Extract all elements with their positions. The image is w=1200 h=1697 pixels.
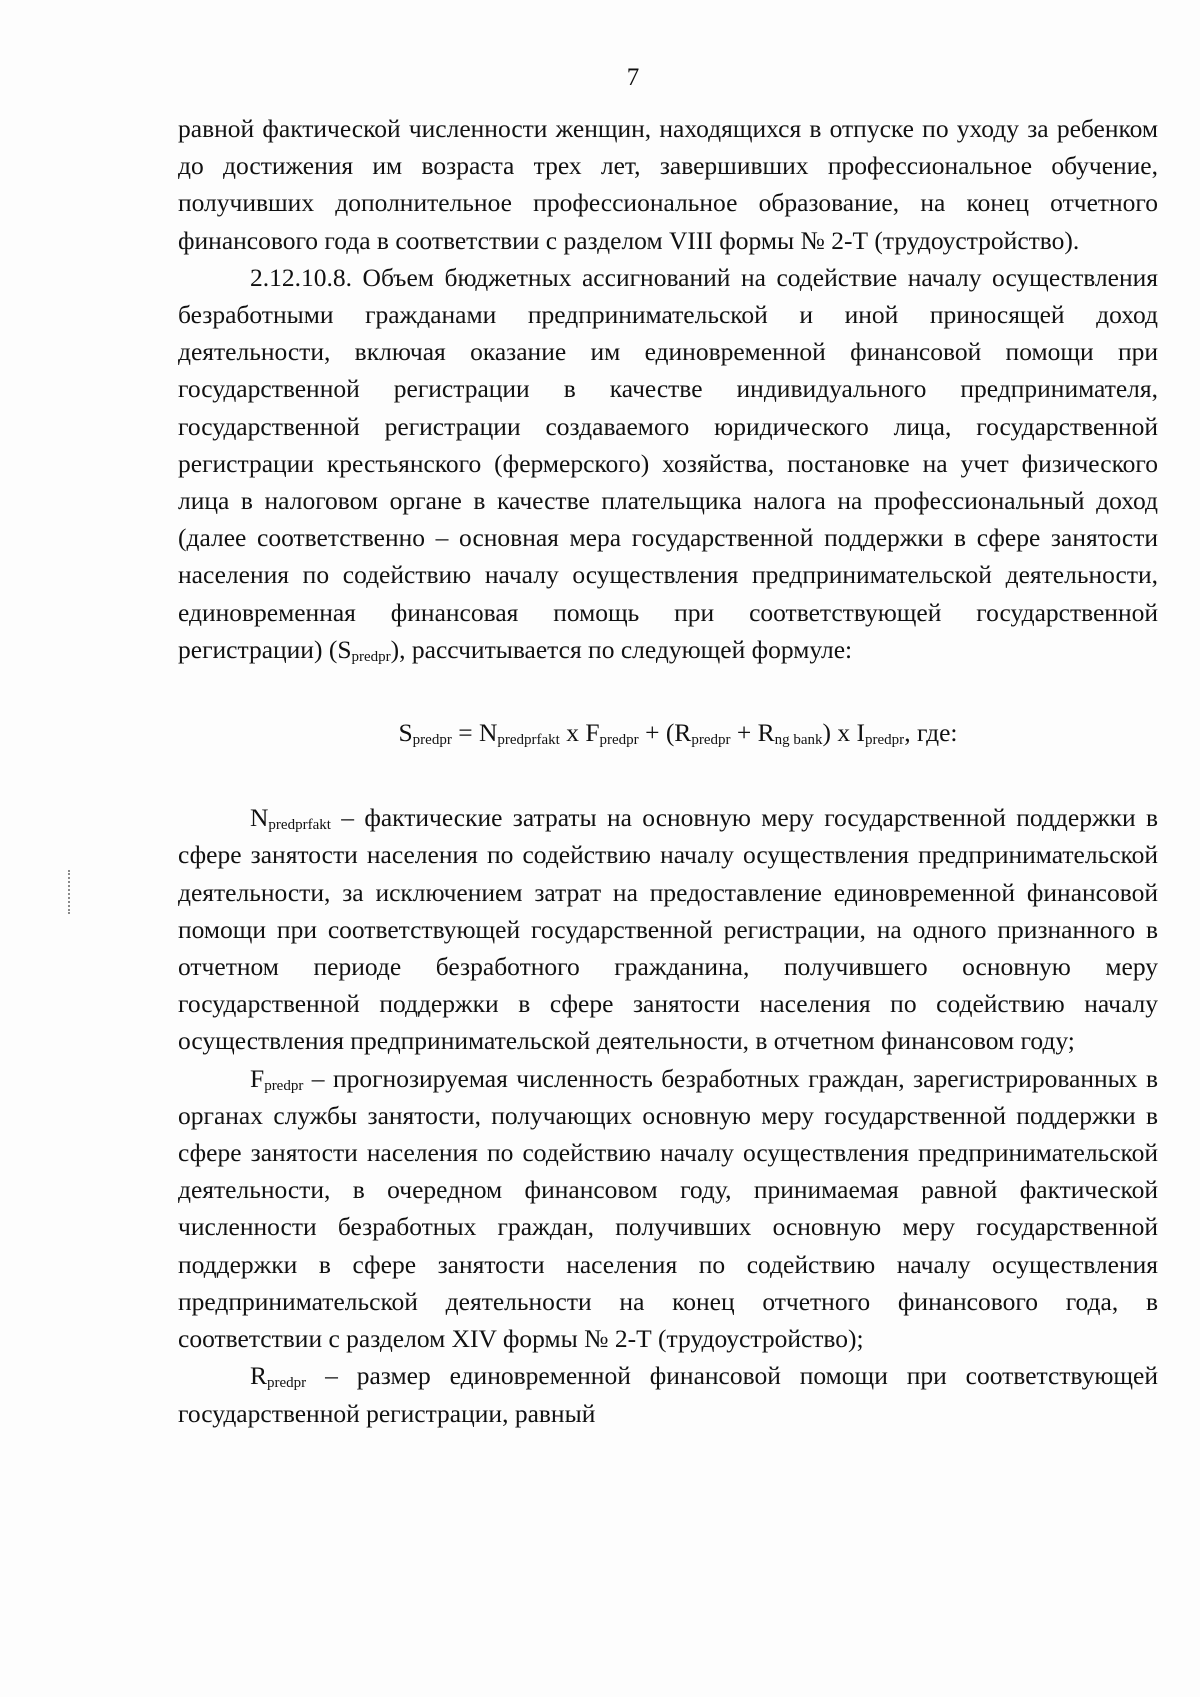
paragraph-2-12-10-8: [178, 259, 1158, 668]
formula-subscript: predpr: [691, 732, 731, 749]
formula-symbol: = N: [451, 718, 498, 748]
formula-subscript: ng bank: [774, 732, 823, 749]
formula-subscript: predprfakt: [497, 732, 560, 749]
variable-name: F: [250, 1063, 265, 1093]
variable-subscript: predprfakt: [268, 817, 331, 834]
subscript: predpr: [351, 648, 391, 665]
formula-symbol: ) x I: [822, 718, 866, 748]
paragraph-text-tail: ), рассчитывается по следующей формуле:: [390, 634, 853, 664]
definition-f-predpr: [178, 1060, 1158, 1358]
variable-subscript: predpr: [267, 1375, 307, 1392]
formula-symbol: + (R: [638, 718, 692, 748]
formula-symbol: S: [398, 718, 413, 748]
definition-text: – размер единовременной финансовой помощи при соответствующей государственной регистрации, равный: [178, 1361, 1158, 1428]
paragraph-text: 2.12.10.8. Объем бюджетных ассигнований на содействие началу осуществления безработными гражданами предпринимательской и иной приносящей доход деятельности, включая оказание им единовременной финансовой помощи при государственной регистрации в качестве индивидуального предпринимателя, государственной регистрации создаваемого юридического лица, государственной регистрации крестьянского (фермерского) хозяйства, постановке на учет физического лица в налоговом органе в качестве плательщика налога на профессиональный доход (далее соответственно – основная мера государственной поддержки в сфере занятости населения по содействию началу осуществления предпринимательской деятельности, единовременная финансовая помощь при соответствующей государственной регистрации) (S: [178, 262, 1158, 664]
formula-subscript: predpr: [412, 732, 452, 749]
page-number: 7: [626, 64, 640, 91]
definition-text: – прогнозируемая численность безработных граждан, зарегистрированных в органах службы занятости, получающих основную меру государственной поддержки в сфере занятости населения по содействию началу осуществления предпринимательской деятельности, в очередном финансовом году, принимаемая равной фактической численности безработных граждан, получивших основную меру государственной поддержки в сфере занятости населения по содействию началу осуществления предпринимательской деятельности на конец отчетного финансового года, в соответствии с разделом XIV формы № 2-Т (трудоустройство);: [178, 1063, 1158, 1354]
variable-name: R: [250, 1361, 268, 1391]
formula: [178, 714, 1158, 751]
document-body: [178, 110, 1158, 1432]
variable-name: N: [250, 803, 269, 833]
formula-symbol: x F: [559, 718, 600, 748]
variable-subscript: predpr: [264, 1077, 304, 1094]
definition-text: – фактические затраты на основную меру государственной поддержки в сфере занятости населения по содействию началу осуществления предпринимательской деятельности, за исключением затрат на предоставление единовременной финансовой помощи при соответствующей государственной регистрации, на одного признанного в отчетном периоде безработного гражданина, получившего основную меру государственной поддержки в сфере занятости населения по содействию началу осуществления предпринимательской деятельности, в отчетном финансовом году;: [178, 803, 1158, 1056]
formula-subscript: predpr: [599, 732, 639, 749]
definition-n-predprfakt: [178, 799, 1158, 1059]
formula-symbol: + R: [730, 718, 775, 748]
paragraph-continuation: равной фактической численности женщин, находящихся в отпуске по уходу за ребенком до достижения им возраста трех лет, завершивших профессиональное обучение, получивших дополнительное профессиональное образование, на конец отчетного финансового года в соответствии с разделом VIII формы № 2-Т (трудоустройство).: [178, 114, 1158, 255]
formula-subscript: predpr: [865, 732, 905, 749]
margin-scan-mark: [68, 870, 72, 914]
definition-r-predpr: [178, 1357, 1158, 1431]
formula-tail: , где:: [904, 718, 958, 748]
